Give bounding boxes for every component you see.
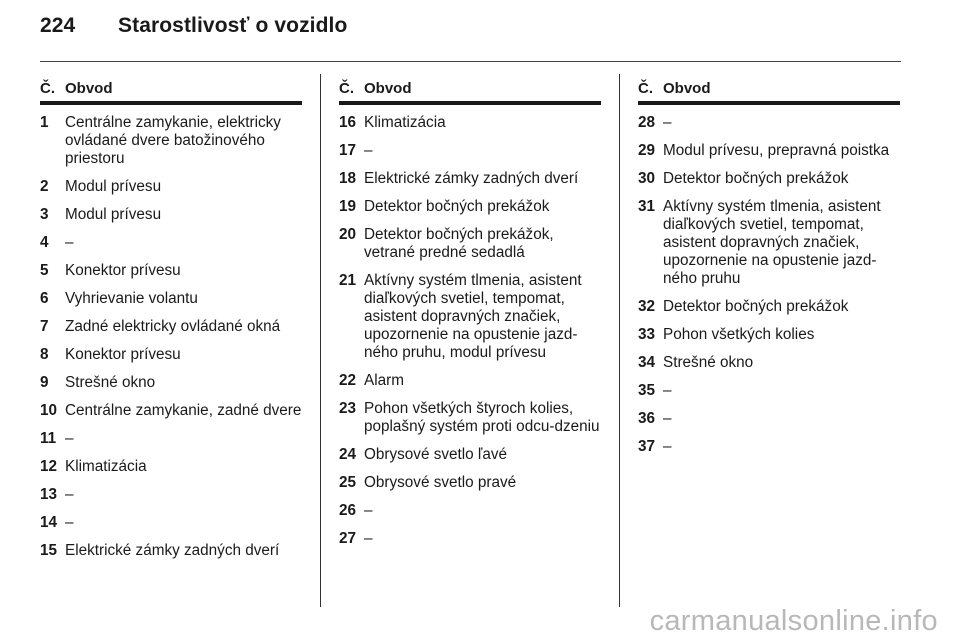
- fuse-circuit: Centrálne zamykanie, elektricky ovládané dvere batožinového priestoru: [65, 114, 281, 167]
- header-circuit-label: Obvod: [663, 80, 711, 97]
- fuse-row: [40, 430, 302, 448]
- fuse-row: [638, 382, 900, 400]
- fuse-row: [339, 372, 601, 390]
- fuse-circuit: Klimatizácia: [364, 114, 446, 131]
- fuse-circuit: Modul prívesu, prepravná poistka: [663, 142, 890, 159]
- fuse-circuit: –: [663, 438, 672, 455]
- fuse-number: 17: [339, 142, 357, 159]
- column-divider: [619, 74, 620, 607]
- fuse-circuit: Detektor bočných prekážok: [663, 170, 849, 187]
- fuse-row: [339, 400, 601, 436]
- fuse-row: [339, 170, 601, 188]
- fuse-number: 22: [339, 372, 357, 389]
- fuse-number: 8: [40, 346, 49, 363]
- page-number: 224: [40, 14, 76, 37]
- fuse-number: 10: [40, 402, 58, 419]
- fuse-row: [638, 410, 900, 428]
- fuse-row: [339, 502, 601, 520]
- fuse-number: 30: [638, 170, 656, 187]
- fuse-number: 3: [40, 206, 49, 223]
- fuse-row: [40, 374, 302, 392]
- header-circuit-label: Obvod: [65, 80, 113, 97]
- fuse-row: [339, 142, 601, 160]
- column-header: [638, 80, 900, 105]
- fuse-row: [339, 474, 601, 492]
- fuse-row: [40, 318, 302, 336]
- fuse-row: [638, 170, 900, 188]
- fuse-number: 36: [638, 410, 656, 427]
- fuse-circuit: Konektor prívesu: [65, 262, 181, 279]
- fuse-number: 12: [40, 458, 58, 475]
- fuse-number: 18: [339, 170, 357, 187]
- fuse-number: 31: [638, 198, 656, 215]
- fuse-number: 35: [638, 382, 656, 399]
- fuse-row: [638, 326, 900, 344]
- fuse-circuit: –: [663, 382, 672, 399]
- column-header: [40, 80, 302, 105]
- fuse-row: [40, 346, 302, 364]
- page-title: Starostlivosť o vozidlo: [118, 14, 348, 37]
- fuse-circuit: Pohon všetkých kolies: [663, 326, 815, 343]
- fuse-row: [40, 542, 302, 560]
- fuse-number: 6: [40, 290, 49, 307]
- fuse-row: [40, 458, 302, 476]
- fuse-number: 28: [638, 114, 656, 131]
- fuse-number: 24: [339, 446, 357, 463]
- fuse-number: 33: [638, 326, 656, 343]
- fuse-number: 9: [40, 374, 49, 391]
- fuse-row: [40, 114, 302, 168]
- fuse-row: [638, 198, 900, 288]
- column-divider: [320, 74, 321, 607]
- fuse-number: 1: [40, 114, 49, 131]
- fuse-number: 20: [339, 226, 357, 243]
- fuse-number: 26: [339, 502, 357, 519]
- fuse-circuit: Strešné okno: [65, 374, 156, 391]
- fuse-number: 29: [638, 142, 656, 159]
- fuse-row: [339, 226, 601, 262]
- fuse-circuit: Obrysové svetlo pravé: [364, 474, 517, 491]
- fuse-row: [40, 514, 302, 532]
- fuse-row: [638, 298, 900, 316]
- fuse-circuit: Obrysové svetlo ľavé: [364, 446, 508, 463]
- fuse-row: [339, 198, 601, 216]
- fuse-circuit: –: [364, 142, 373, 159]
- fuse-circuit: Aktívny systém tlmenia, asistent diaľkových svetiel, tempomat, asistent dopravných značiek, upozornenie na opustenie jazd-ného pruhu, modul prívesu: [364, 272, 582, 361]
- fuse-number: 34: [638, 354, 656, 371]
- fuse-row: [638, 354, 900, 372]
- page-header: [40, 14, 347, 38]
- fuse-circuit: –: [65, 486, 74, 503]
- header-number-label: Č.: [339, 80, 354, 97]
- fuse-circuit: Strešné okno: [663, 354, 754, 371]
- fuse-number: 32: [638, 298, 656, 315]
- fuse-number: 23: [339, 400, 357, 417]
- fuse-circuit: –: [663, 410, 672, 427]
- header-number-label: Č.: [638, 80, 653, 97]
- fuse-row: [40, 486, 302, 504]
- fuse-circuit: –: [364, 530, 373, 547]
- fuse-circuit: Vyhrievanie volantu: [65, 290, 198, 307]
- fuse-row: [638, 438, 900, 456]
- header-number-label: Č.: [40, 80, 55, 97]
- header-rule: [40, 61, 901, 62]
- fuse-number: 11: [40, 430, 57, 447]
- column-header: [339, 80, 601, 105]
- fuse-circuit: –: [65, 514, 74, 531]
- fuse-row: [339, 114, 601, 132]
- fuse-number: 2: [40, 178, 49, 195]
- fuse-number: 25: [339, 474, 357, 491]
- fuse-row: [339, 530, 601, 548]
- fuse-circuit: –: [364, 502, 373, 519]
- fuse-column-3: [638, 80, 900, 456]
- fuse-circuit: Detektor bočných prekážok, vetrané predné sedadlá: [364, 226, 554, 261]
- fuse-row: [40, 402, 302, 420]
- fuse-row: [40, 262, 302, 280]
- fuse-circuit: –: [663, 114, 672, 131]
- fuse-column-1: [40, 80, 302, 560]
- fuse-circuit: Konektor prívesu: [65, 346, 181, 363]
- fuse-row: [638, 142, 900, 160]
- fuse-number: 19: [339, 198, 357, 215]
- fuse-number: 5: [40, 262, 49, 279]
- fuse-circuit: Centrálne zamykanie, zadné dvere: [65, 402, 302, 419]
- fuse-number: 7: [40, 318, 49, 335]
- fuse-number: 37: [638, 438, 656, 455]
- header-circuit-label: Obvod: [364, 80, 412, 97]
- fuse-number: 16: [339, 114, 357, 131]
- fuse-circuit: Alarm: [364, 372, 404, 389]
- fuse-number: 15: [40, 542, 58, 559]
- fuse-column-2: [339, 80, 601, 548]
- fuse-circuit: Aktívny systém tlmenia, asistent diaľkových svetiel, tempomat, asistent dopravných značiek, upozornenie na opustenie jazd-ného pruhu: [663, 198, 881, 287]
- fuse-circuit: Zadné elektricky ovládané okná: [65, 318, 281, 335]
- fuse-number: 21: [339, 272, 357, 289]
- fuse-row: [339, 446, 601, 464]
- fuse-row: [40, 178, 302, 196]
- fuse-number: 27: [339, 530, 357, 547]
- fuse-circuit: Elektrické zámky zadných dverí: [65, 542, 280, 559]
- fuse-row: [40, 234, 302, 252]
- fuse-circuit: Modul prívesu: [65, 178, 162, 195]
- fuse-circuit: –: [65, 234, 74, 251]
- fuse-row: [638, 114, 900, 132]
- watermark: carmanualsonline.info: [649, 605, 938, 637]
- fuse-row: [40, 206, 302, 224]
- fuse-circuit: Detektor bočných prekážok: [663, 298, 849, 315]
- fuse-number: 4: [40, 234, 49, 251]
- fuse-number: 14: [40, 514, 58, 531]
- fuse-circuit: –: [65, 430, 74, 447]
- fuse-circuit: Modul prívesu: [65, 206, 162, 223]
- fuse-row: [40, 290, 302, 308]
- fuse-circuit: Pohon všetkých štyroch kolies, poplašný systém proti odcu-dzeniu: [364, 400, 600, 435]
- fuse-circuit: Detektor bočných prekážok: [364, 198, 550, 215]
- fuse-circuit: Elektrické zámky zadných dverí: [364, 170, 579, 187]
- fuse-number: 13: [40, 486, 58, 503]
- fuse-circuit: Klimatizácia: [65, 458, 147, 475]
- fuse-row: [339, 272, 601, 362]
